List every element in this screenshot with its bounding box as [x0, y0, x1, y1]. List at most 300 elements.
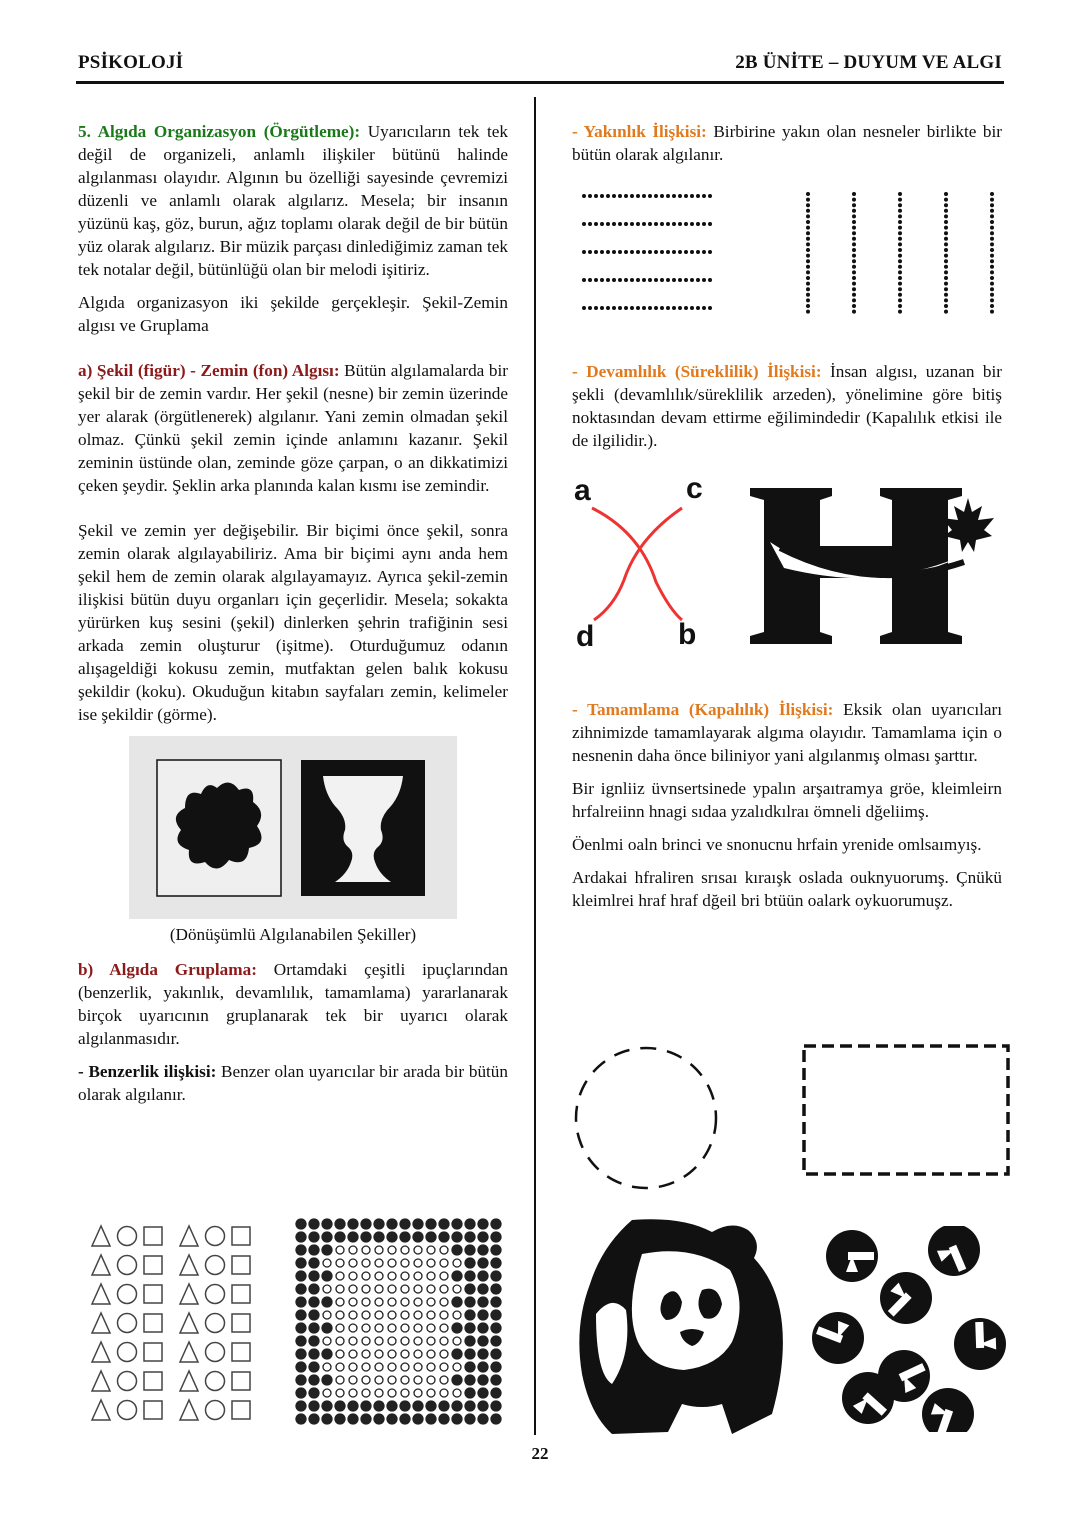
proximity-dot — [806, 209, 810, 213]
similarity-dot — [414, 1337, 422, 1345]
figure-ground-paragraph — [78, 359, 508, 497]
similarity-dot — [349, 1246, 357, 1254]
similarity-dot — [349, 1337, 357, 1345]
similarity-dot — [414, 1246, 422, 1254]
proximity-dot — [666, 194, 670, 198]
similarity-dot — [362, 1259, 370, 1267]
similarity-dot — [388, 1285, 396, 1293]
similarity-dot — [309, 1310, 319, 1320]
similarity-dot — [414, 1376, 422, 1384]
similarity-dot — [400, 1414, 410, 1424]
similarity-dot — [465, 1336, 475, 1346]
similarity-dot — [465, 1284, 475, 1294]
similarity-dot — [478, 1414, 488, 1424]
similarity-dot — [336, 1311, 344, 1319]
similarity-dot — [414, 1298, 422, 1306]
similarity-dot — [322, 1271, 332, 1281]
proximity-dot — [990, 270, 994, 274]
proximity-dot — [666, 306, 670, 310]
proximity-dot — [944, 209, 948, 213]
similarity-dot — [388, 1272, 396, 1280]
similarity-dot — [453, 1311, 461, 1319]
continuity-lines-figure — [570, 470, 720, 650]
proximity-dot — [944, 203, 948, 207]
proximity-dot — [588, 306, 592, 310]
proximity-dot — [944, 265, 948, 269]
proximity-dot — [898, 226, 902, 230]
continuity-paragraph — [572, 360, 1002, 452]
similarity-dot — [427, 1376, 435, 1384]
similarity-dot — [401, 1324, 409, 1332]
proximity-dot — [630, 250, 634, 254]
proximity-dot — [696, 250, 700, 254]
similarity-dot — [375, 1285, 383, 1293]
similarity-dot — [322, 1375, 332, 1385]
maple-leaf-icon — [942, 498, 994, 552]
similarity-dot — [439, 1232, 449, 1242]
similarity-dot — [362, 1311, 370, 1319]
proximity-dot — [672, 306, 676, 310]
similarity-dot — [400, 1401, 410, 1411]
proximity-dot — [852, 214, 856, 218]
proximity-dot — [898, 259, 902, 263]
proximity-dot — [600, 222, 604, 226]
proximity-dot — [630, 222, 634, 226]
circle-shape — [118, 1285, 137, 1304]
column-divider — [534, 97, 536, 1435]
proximity-paragraph — [572, 120, 1002, 166]
proximity-dot — [852, 248, 856, 252]
proximity-dot — [666, 278, 670, 282]
proximity-dot — [642, 194, 646, 198]
proximity-dot — [594, 278, 598, 282]
closure-paragraph — [572, 698, 1002, 767]
similarity-dot — [362, 1337, 370, 1345]
similarity-dot — [336, 1350, 344, 1358]
similarity-dot — [309, 1375, 319, 1385]
proximity-dot — [944, 248, 948, 252]
similarity-dot — [401, 1363, 409, 1371]
similarity-dot — [465, 1219, 475, 1229]
similarity-dot — [427, 1363, 435, 1371]
proximity-dot — [600, 278, 604, 282]
similarity-dot — [309, 1297, 319, 1307]
similarity-dot — [478, 1362, 488, 1372]
proximity-dot — [666, 250, 670, 254]
similarity-dot — [440, 1272, 448, 1280]
page-number: 22 — [531, 1444, 549, 1463]
proximity-dot — [898, 276, 902, 280]
similarity-dot — [361, 1401, 371, 1411]
organization-paragraph — [78, 120, 508, 281]
proximity-dot — [588, 250, 592, 254]
proximity-dot — [852, 220, 856, 224]
square-shape — [144, 1343, 162, 1361]
proximity-dot — [612, 222, 616, 226]
similarity-dot — [322, 1245, 332, 1255]
proximity-dot — [990, 265, 994, 269]
proximity-heading: - Yakınlık İlişkisi: — [572, 122, 707, 141]
proximity-dot — [944, 293, 948, 297]
similarity-dot — [296, 1297, 306, 1307]
similarity-dot — [296, 1284, 306, 1294]
similarity-dot — [375, 1337, 383, 1345]
similarity-dot — [336, 1246, 344, 1254]
proximity-dot — [708, 278, 712, 282]
proximity-dot — [702, 306, 706, 310]
similarity-dot — [478, 1323, 488, 1333]
similarity-dot — [491, 1362, 501, 1372]
similarity-dot — [348, 1401, 358, 1411]
proximity-dot — [806, 226, 810, 230]
proximity-dot — [990, 242, 994, 246]
similarity-dot — [491, 1297, 501, 1307]
triangle-shape — [92, 1284, 110, 1304]
proximity-dot — [944, 214, 948, 218]
similarity-dot — [427, 1337, 435, 1345]
proximity-rows-figure — [580, 190, 716, 320]
circle-shape — [118, 1227, 137, 1246]
similarity-dot — [323, 1337, 331, 1345]
similarity-dot — [349, 1389, 357, 1397]
similarity-dot — [465, 1271, 475, 1281]
proximity-dot — [806, 298, 810, 302]
proximity-dot — [806, 270, 810, 274]
similarity-dot — [440, 1324, 448, 1332]
figure-ground-heading: a) Şekil (figür) - Zemin (fon) Algısı: — [78, 361, 340, 380]
proximity-dot — [648, 306, 652, 310]
similarity-dot — [362, 1272, 370, 1280]
similarity-dot — [465, 1375, 475, 1385]
similarity-dot — [296, 1258, 306, 1268]
proximity-columns-figure — [800, 190, 1000, 320]
proximity-dot — [648, 194, 652, 198]
similarity-dot — [401, 1259, 409, 1267]
proximity-dot — [944, 198, 948, 202]
similarity-dot — [322, 1232, 332, 1242]
similarity-dot — [336, 1298, 344, 1306]
similarity-dot — [374, 1401, 384, 1411]
similarity-dot — [427, 1389, 435, 1397]
proximity-dot — [636, 250, 640, 254]
proximity-dot — [618, 194, 622, 198]
similarity-dot — [413, 1232, 423, 1242]
similarity-dot — [362, 1389, 370, 1397]
similarity-dot — [452, 1414, 462, 1424]
triangle-shape — [180, 1400, 198, 1420]
proximity-dot — [588, 278, 592, 282]
square-shape — [144, 1285, 162, 1303]
square-shape — [232, 1314, 250, 1332]
similarity-dot — [296, 1219, 306, 1229]
closure-block — [572, 698, 1002, 922]
proximity-dot — [636, 194, 640, 198]
organization-heading: 5. Algıda Organizasyon (Örgütleme): — [78, 122, 361, 141]
similarity-dot — [478, 1297, 488, 1307]
similarity-dot — [388, 1363, 396, 1371]
similarity-dot — [335, 1401, 345, 1411]
proximity-dot — [672, 278, 676, 282]
similarity-dot — [452, 1349, 462, 1359]
proximity-dot — [944, 226, 948, 230]
similarity-dot — [388, 1389, 396, 1397]
similarity-dot — [413, 1219, 423, 1229]
similarity-dot — [349, 1298, 357, 1306]
similarity-dot — [322, 1414, 332, 1424]
similarity-dot — [348, 1414, 358, 1424]
proximity-dot — [660, 278, 664, 282]
figure-ground-paragraph-2: Şekil ve zemin yer değişebilir. Bir biçimi önce şekil, sonra zemin olarak algılayabiliriz. Ama bir biçimi aynı anda hem şekil hem de zemin olarak algılayamayız. Ayrıca şekil-zemin ilişkisi bütün duyu organları için geçerlidir. Mesela; sokakta yürürken kuş sesini (şekil) dinlerken şehrin trafiğinin sesi arkada zemin oluşturur (işitme). Oturduğumuz odanın alışageldiği kokusu zemin, mutfaktan gelen balık kokusu şekildir (koku). Okuduğun kitabın sayfaları zemin, kelimeler ise şekildir (görme). — [78, 521, 508, 724]
proximity-dot — [660, 306, 664, 310]
proximity-dot — [944, 276, 948, 280]
similarity-dot — [478, 1336, 488, 1346]
similarity-dot — [478, 1310, 488, 1320]
header-rule — [76, 81, 1004, 84]
similarity-dot — [440, 1298, 448, 1306]
organization-ways: Algıda organizasyon iki şekilde gerçekleşir. Şekil-Zemin algısı ve Gruplama — [78, 293, 508, 335]
similarity-dot — [491, 1401, 501, 1411]
subject-title: PSİKOLOJİ — [78, 52, 184, 73]
unit-title: 2B ÜNİTE – DUYUM VE ALGI — [735, 52, 1002, 73]
proximity-dot — [678, 250, 682, 254]
similarity-dot — [296, 1349, 306, 1359]
proximity-dot — [588, 222, 592, 226]
similarity-dot — [349, 1363, 357, 1371]
proximity-dot — [898, 287, 902, 291]
similarity-dot — [375, 1324, 383, 1332]
proximity-dot — [624, 278, 628, 282]
similarity-dot — [440, 1337, 448, 1345]
similarity-dot — [491, 1245, 501, 1255]
similarity-dot — [427, 1298, 435, 1306]
similarity-dot — [465, 1245, 475, 1255]
triangle-shape — [92, 1226, 110, 1246]
triangle-shape — [180, 1371, 198, 1391]
proximity-dot — [806, 310, 810, 314]
proximity-dot — [944, 237, 948, 241]
circle-shape — [206, 1227, 225, 1246]
circle-shape — [118, 1314, 137, 1333]
figure-caption: (Dönüşümlü Algılanabilen Şekiller) — [169, 925, 417, 944]
similarity-dot — [349, 1324, 357, 1332]
label-b: b — [678, 618, 697, 650]
proximity-dot — [852, 270, 856, 274]
proximity-dot — [606, 222, 610, 226]
proximity-dot — [898, 270, 902, 274]
similarity-dot — [400, 1219, 410, 1229]
proximity-dot — [852, 254, 856, 258]
similarity-dot — [478, 1245, 488, 1255]
proximity-dot — [990, 310, 994, 314]
proximity-dot — [582, 278, 586, 282]
similarity-dot — [440, 1311, 448, 1319]
similarity-dot — [323, 1285, 331, 1293]
similarity-dot — [362, 1246, 370, 1254]
proximity-dot — [684, 306, 688, 310]
triangle-shape — [180, 1342, 198, 1362]
proximity-dot — [708, 222, 712, 226]
similarity-dot — [336, 1376, 344, 1384]
proximity-dot — [642, 306, 646, 310]
similarity-dot — [336, 1337, 344, 1345]
similarity-dot — [296, 1336, 306, 1346]
similarity-dot — [478, 1349, 488, 1359]
grouping-heading: b) Algıda Gruplama: — [78, 960, 257, 979]
proximity-dot — [806, 282, 810, 286]
proximity-dot — [806, 220, 810, 224]
similarity-dot — [387, 1414, 397, 1424]
grouping-paragraph — [78, 958, 508, 1050]
similarity-dot — [375, 1389, 383, 1397]
figure-ground-text: Bütün algılamalarda bir şekil bir de zemin vardır. Her şekil (nesne) bir zemin üzerinde yer alarak (örgütlenerek) algılanır. Yani zemin olmadan şekil olmaz. Çünkü şekil zemin içinde anlamını kazanır. Şekil zeminin üstünde olan, zeminde göze çarpan, o an dikkatimizi çeken şeydir. Şeklin arka planında kalan kısmı ise zemindir. — [78, 361, 508, 495]
similarity-dot — [478, 1232, 488, 1242]
similarity-dot — [465, 1258, 475, 1268]
label-d: d — [576, 620, 595, 650]
proximity-dot — [852, 293, 856, 297]
proximity-dot — [708, 306, 712, 310]
proximity-dot — [990, 192, 994, 196]
proximity-dot — [990, 298, 994, 302]
closure-text: Eksik olan uyarıcıları zihnimizde tamamlayarak algıma olayıdır. Tamamlama için o nesnenin daha önce biliniyor yani algılanmış olması şarttır. — [572, 700, 1002, 765]
similarity-dot — [374, 1219, 384, 1229]
similarity-dot — [439, 1401, 449, 1411]
square-shape — [232, 1401, 250, 1419]
circle-shape — [118, 1256, 137, 1275]
similarity-dot — [401, 1298, 409, 1306]
proximity-dot — [624, 222, 628, 226]
similarity-dot — [401, 1389, 409, 1397]
proximity-dot — [684, 250, 688, 254]
proximity-dot — [898, 298, 902, 302]
similarity-dot — [388, 1298, 396, 1306]
label-c: c — [686, 472, 703, 505]
proximity-dot — [642, 222, 646, 226]
circle-shape — [206, 1285, 225, 1304]
proximity-dot — [660, 194, 664, 198]
similarity-dot — [309, 1362, 319, 1372]
similarity-dot — [401, 1337, 409, 1345]
proximity-dot — [690, 222, 694, 226]
proximity-dot — [944, 220, 948, 224]
triangle-shape — [92, 1342, 110, 1362]
proximity-dot — [944, 192, 948, 196]
similarity-dot — [465, 1401, 475, 1411]
proximity-dot — [898, 310, 902, 314]
similarity-dot — [388, 1259, 396, 1267]
similarity-text: Benzer olan uyarıcılar bir arada bir bütün olarak algılanır. — [78, 1062, 508, 1104]
proximity-dot — [990, 259, 994, 263]
similarity-dot — [491, 1284, 501, 1294]
square-shape — [232, 1256, 250, 1274]
similarity-dot — [375, 1311, 383, 1319]
continuity-text: İnsan algısı, uzanan bir şekli (devamlılık/süreklilik arzeden), yönelimine göre bitiş noktasından devam ettirme eğilimindedir (Kapalılık etkisi ile de ilgilidir.). — [572, 362, 1003, 450]
similarity-dot — [296, 1232, 306, 1242]
similarity-dot — [414, 1259, 422, 1267]
proximity-dot — [944, 231, 948, 235]
similarity-dot — [309, 1323, 319, 1333]
similarity-dot — [375, 1363, 383, 1371]
proximity-dot — [624, 306, 628, 310]
square-shape — [232, 1227, 250, 1245]
proximity-dot — [702, 222, 706, 226]
proximity-dot — [990, 220, 994, 224]
similarity-dot — [375, 1298, 383, 1306]
proximity-dot — [678, 222, 682, 226]
similarity-dot — [374, 1414, 384, 1424]
square-shape — [144, 1227, 162, 1245]
triangle-shape — [92, 1371, 110, 1391]
similarity-paragraph — [78, 1060, 508, 1106]
similarity-dot — [322, 1401, 332, 1411]
similarity-dot — [296, 1414, 306, 1424]
similarity-dot — [440, 1389, 448, 1397]
similarity-dot — [440, 1363, 448, 1371]
similarity-dot — [323, 1363, 331, 1371]
proximity-dot — [852, 304, 856, 308]
proximity-dot — [654, 250, 658, 254]
proximity-dot — [612, 306, 616, 310]
similarity-dot — [336, 1363, 344, 1371]
proximity-dot — [648, 222, 652, 226]
proximity-dot — [612, 194, 616, 198]
proximity-dot — [806, 231, 810, 235]
proximity-dot — [898, 293, 902, 297]
circle-shape — [206, 1372, 225, 1391]
proximity-dot — [898, 254, 902, 258]
similarity-dot — [453, 1337, 461, 1345]
similarity-dot — [387, 1401, 397, 1411]
similarity-dot — [465, 1414, 475, 1424]
similarity-dot — [335, 1232, 345, 1242]
proximity-dot — [654, 194, 658, 198]
similarity-dot — [361, 1219, 371, 1229]
proximity-dot — [648, 250, 652, 254]
proximity-dot — [898, 265, 902, 269]
similarity-dot — [388, 1311, 396, 1319]
similarity-dot — [336, 1324, 344, 1332]
proximity-dot — [806, 265, 810, 269]
similarity-dot — [414, 1389, 422, 1397]
proximity-dot — [678, 278, 682, 282]
similarity-dot — [478, 1271, 488, 1281]
circle-shape — [118, 1372, 137, 1391]
proximity-dot — [600, 194, 604, 198]
similarity-dot — [439, 1219, 449, 1229]
proximity-dot — [606, 250, 610, 254]
similarity-dot — [375, 1376, 383, 1384]
right-column — [572, 120, 1002, 176]
proximity-dot — [806, 259, 810, 263]
triangle-shape — [180, 1255, 198, 1275]
proximity-dot — [990, 237, 994, 241]
similarity-dot — [453, 1259, 461, 1267]
similarity-dot — [478, 1284, 488, 1294]
similarity-dot — [401, 1311, 409, 1319]
scrambled-text-2: Öenlmi oaln brinci ve snonucnu hrfain yrenide omlsaımyış. — [572, 835, 982, 854]
similarity-dot — [309, 1258, 319, 1268]
similarity-dot — [427, 1324, 435, 1332]
proximity-dot — [696, 278, 700, 282]
proximity-dot — [944, 304, 948, 308]
similarity-dot — [336, 1272, 344, 1280]
triangle-shape — [92, 1400, 110, 1420]
similarity-dot — [427, 1259, 435, 1267]
similarity-dot — [491, 1375, 501, 1385]
proximity-dot — [898, 220, 902, 224]
similarity-dot — [465, 1297, 475, 1307]
proximity-dot — [582, 250, 586, 254]
proximity-dot — [944, 287, 948, 291]
